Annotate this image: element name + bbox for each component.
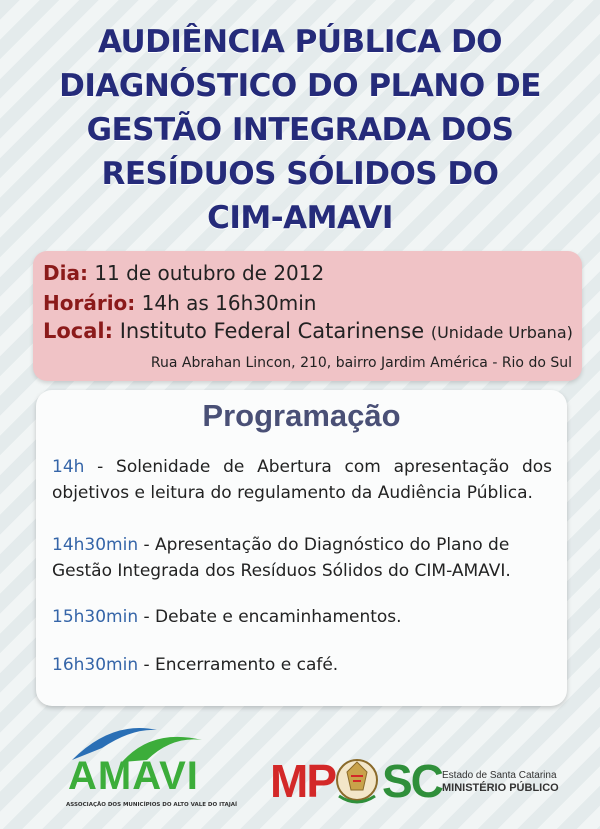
title-line: GESTÃO INTEGRADA DOS: [86, 112, 514, 148]
date-row: [43, 261, 324, 285]
program-item-time: 14h: [52, 457, 85, 477]
title-line: AUDIÊNCIA PÚBLICA DO: [97, 24, 503, 60]
title-line: CIM-AMAVI: [207, 200, 393, 236]
location-value: Instituto Federal Catarinense: [119, 319, 425, 343]
program-item-text: - Debate e encaminhamentos.: [138, 607, 402, 627]
title-line: DIAGNÓSTICO DO PLANO DE: [59, 68, 541, 104]
location-row: [43, 319, 573, 343]
date-value: 11 de outubro de 2012: [94, 261, 325, 285]
program-item-text: - Apresentação do Diagnóstico do Plano de Gestão Integrada dos Resíduos Sólidos do CIM-AMAVI.: [52, 535, 511, 581]
ministry-name: MINISTÉRIO PÚBLICO: [442, 782, 559, 794]
program-item-time: 16h30min: [52, 655, 139, 675]
location-label: Local:: [43, 319, 114, 343]
page-title: [20, 20, 580, 240]
program-item: [52, 454, 552, 506]
program-heading: Programação: [202, 398, 401, 433]
program-item-text: - Encerramento e café.: [138, 655, 339, 675]
time-label: Horário:: [43, 291, 136, 315]
sc-letters: SC: [382, 755, 442, 807]
program-item: [52, 532, 552, 584]
program-item-text: - Solenidade de Abertura com apresentação dos objetivos e leitura do regulamento da Audiência Pública.: [52, 457, 552, 503]
date-label: Dia:: [43, 261, 88, 285]
program-box: [36, 390, 567, 706]
amavi-name: AMAVI: [68, 754, 199, 798]
amavi-logo: [62, 720, 238, 812]
event-info-box: [33, 251, 582, 381]
coat-of-arms-icon: [333, 750, 381, 810]
time-row: [43, 291, 316, 315]
program-item-time: 14h30min: [52, 535, 139, 555]
program-item: [52, 604, 552, 630]
mpsc-logo: [270, 754, 570, 810]
time-value: 14h as 16h30min: [141, 291, 317, 315]
state-name: Estado de Santa Catarina: [442, 770, 557, 781]
program-item: [52, 652, 552, 678]
location-note: (Unidade Urbana): [430, 323, 573, 342]
address: Rua Abrahan Lincon, 210, bairro Jardim América - Rio do Sul: [150, 355, 572, 371]
mp-letters: MP: [270, 755, 335, 807]
title-line: RESÍDUOS SÓLIDOS DO: [101, 156, 499, 192]
amavi-subtitle: ASSOCIAÇÃO DOS MUNICÍPIOS DO ALTO VALE DO ITAJAÍ: [66, 802, 238, 808]
program-item-time: 15h30min: [52, 607, 139, 627]
